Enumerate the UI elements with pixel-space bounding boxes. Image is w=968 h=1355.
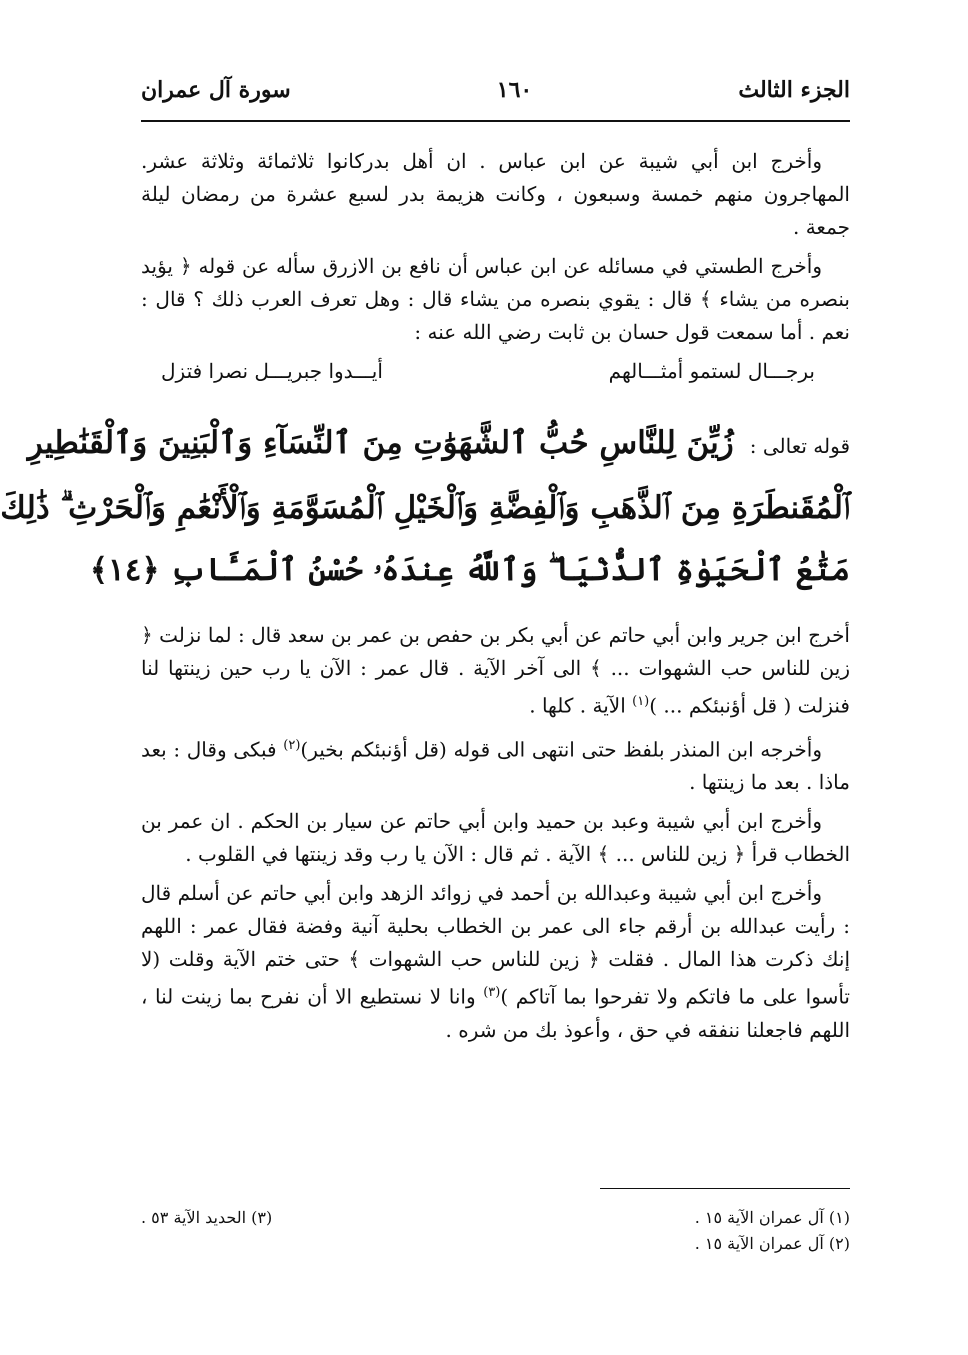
poem-first-hemistich: برجـــال لستمو أمثـــالهم (608, 359, 815, 383)
footnotes (141, 1205, 850, 1257)
footnote-ref-1: (١) (632, 694, 650, 709)
page-body (0, 145, 850, 1053)
page-number: ١٦٠ (496, 77, 533, 103)
paragraph-6-text-a: وأخرج ابن أبي شيبة وعبدالله بن أحمد في زوائد الزهد وابن أبي حاتم عن أسلم قال : رأيت عبدالله بن أرقم جاء الى عمر بن الخطاب بحلية آنية وفضة فقال عمر : اللهم إنك ذكرت هذا المال . فقلت ﴿ زين للناس حب الشهوات ﴾ حتى ختم الآية وقلت (لا تأسوا على ما فاتكم ولا تفرحوا بما آتاكم ) (141, 881, 850, 1009)
paragraph-6 (141, 877, 850, 1047)
verse-line-3: مَتَٰعُ ٱلْحَيَوٰةِ ٱلدُّنْيَا ۖ وَٱللَّهُ عِندَهُۥ حُسْنُ ٱلْمَـَٔابِ ﴿١٤﴾ (89, 552, 850, 588)
verse-line-1-text: زُيِّنَ لِلنَّاسِ حُبُّ ٱلشَّهَوَٰتِ مِنَ ٱلنِّسَآءِ وَٱلْبَنِينَ وَٱلْقَنَٰطِيرِ (27, 425, 734, 461)
surah-title: سورة آل عمران (141, 77, 291, 103)
poem-second-hemistich: أيـــدوا جبريـــل نصرا فتزل (161, 359, 383, 383)
footnote-ref-2: (٢) (283, 737, 301, 753)
footnote-1: (١) آل عمران الآية ١٥ . (694, 1208, 850, 1227)
footnote-ref-3: (٣) (483, 985, 501, 1001)
header-rule (141, 120, 850, 122)
paragraph-1: وأخرج ابن أبي شيبة عن ابن عباس . ان أهل بدركانوا ثلاثمائة وثلاثة عشر. المهاجرون منهم خمسة وسبعون ، وكانت هزيمة بدر لسبع عشرة من رمضان ليلة جمعة . (141, 149, 850, 239)
footnote-row-1 (141, 1205, 850, 1231)
paragraph-3 (141, 619, 850, 723)
paragraph-4-text-b: فبكى وقال : بعد ماذا . بعد ما زينتها . (141, 737, 850, 795)
footnote-2: (٢) آل عمران الآية ١٥ . (694, 1234, 850, 1253)
footnote-rule (600, 1188, 850, 1189)
page-header (141, 70, 850, 110)
footnote-3: (٣) الحديد الآية ٥٣ . (141, 1208, 273, 1227)
poem-verse (141, 355, 850, 388)
paragraph-4-text-a: وأخرجه ابن المنذر بلفظ حتى انتهى الى قوله (قل أؤنبئكم بخير) (300, 737, 822, 762)
part-title: الجزء الثالث (738, 77, 850, 103)
paragraph-6-text-b: وانا لا نستطيع الا أن نفرح بما زينت لنا ، اللهم فاجعلنا ننفقه في حق ، وأعوذ بك من شره . (141, 984, 850, 1042)
quran-verse-block (0, 412, 850, 601)
verse-intro: قوله تعالى : (749, 434, 850, 458)
verse-line-2: ٱلْمُقَنطَرَةِ مِنَ ٱلذَّهَبِ وَٱلْفِضَّةِ وَٱلْخَيْلِ ٱلْمُسَوَّمَةِ وَٱلْأَنْعَٰمِ وَٱلْحَرْثِ ۗ ذَٰلِكَ (0, 490, 850, 526)
verse-line-1 (27, 412, 850, 477)
paragraph-3-text-b: الآية . كلها . (529, 693, 633, 718)
paragraph-2: وأخرج الطستي في مسائله عن ابن عباس أن نافع بن الازرق سأله عن قوله ﴿ يؤيد بنصره من يشاء ﴾ قال : يقوي بنصره من يشاء قال : وهل تعرف العرب ذلك ؟ قال : نعم . أما سمعت قول حسان بن ثابت رضي الله عنه : (141, 254, 850, 344)
paragraph-5: وأخرج ابن أبي شيبة وعبد بن حميد وابن أبي حاتم عن سيار بن الحكم . ان عمر بن الخطاب قرأ ﴿ زين للناس ... ﴾ الآية . ثم قال : الآن يا رب وقد زينتها في القلوب . (141, 809, 850, 867)
paragraph-4 (141, 729, 850, 800)
paragraph-3-text-a: أخرج ابن جرير وابن أبي حاتم عن أبي بكر بن حفص بن عمر بن سعد قال : لما نزلت ﴿ زين للناس حب الشهوات ... ﴾ الى آخر الآية . قال عمر : الآن يا رب حين زينتها لنا فنزلت ( قل أؤنبئكم ... ) (141, 623, 850, 718)
footnote-row-2 (141, 1231, 850, 1257)
